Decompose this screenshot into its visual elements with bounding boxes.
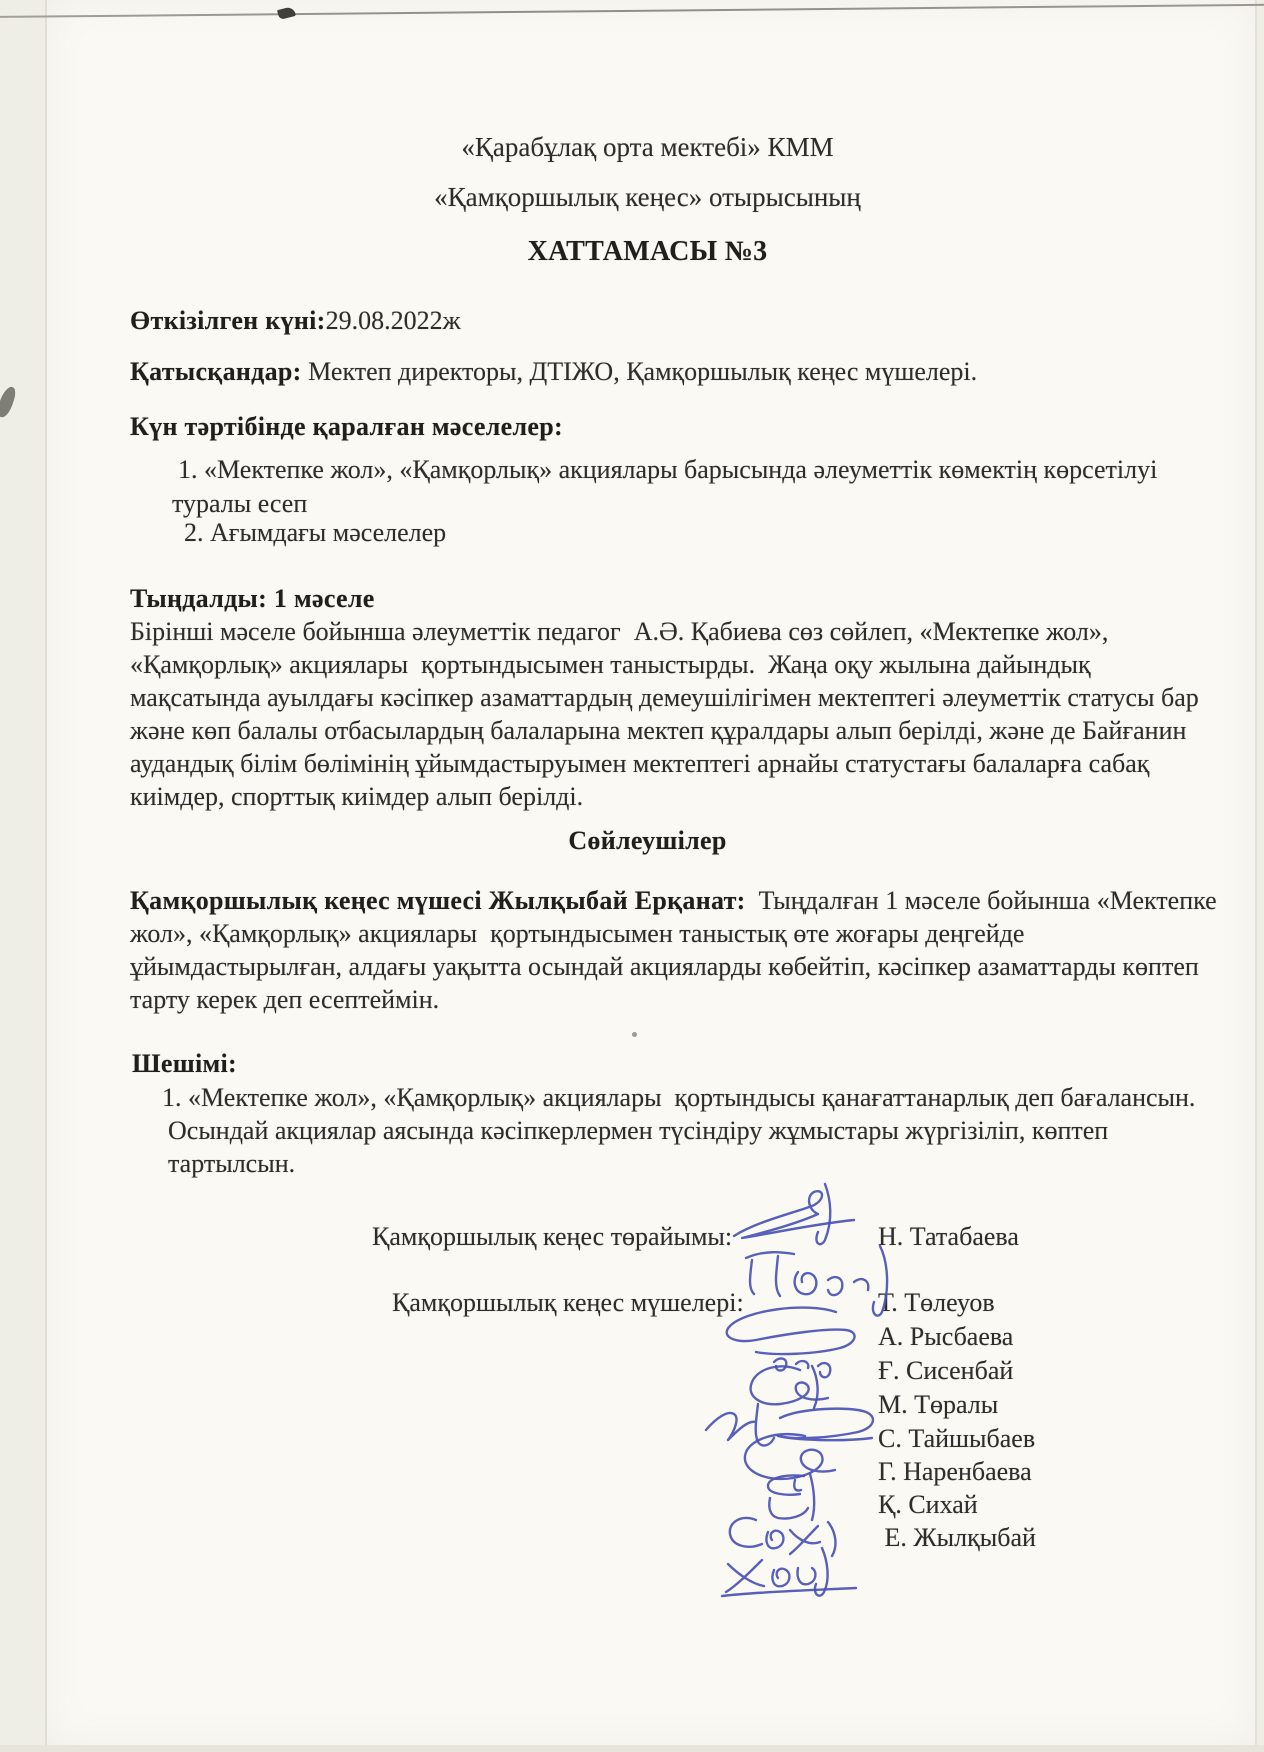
scan-bottom-edge [0,1745,1264,1752]
heard-line: және көп балалы отбасылардың балаларына мектеп құралдары алып берілді, және де Байғанин [130,716,1187,745]
agenda-item-1-line-1: 1. «Мектепке жол», «Қамқорлық» акциялары барысында әлеуметтік көмектің көрсетілуі [178,455,1158,484]
member-name: Қ. Сихай [878,1490,978,1519]
speaker-name-label: Қамқоршылық кеңес мүшесі Жылқыбай Ерқанат: [130,886,746,915]
agenda-heading: Күн тәртібінде қаралған мәселелер: [130,412,563,441]
decision-line: тартылсын. [168,1149,296,1178]
heard-line: аудандық білім бөлімінің ұйымдастыруымен мектептегі арнайы статустағы балаларға сабақ [130,749,1150,778]
scan-small-dot-artifact [632,1032,637,1037]
decision-heading: Шешімі: [132,1049,237,1078]
signature-member-zhylkybai [714,1540,864,1605]
scan-left-edge [45,0,47,1746]
org-title: «Қарабұлақ орта мектебі» КММ [461,132,834,162]
member-name: А. Рысбаева [878,1322,1014,1351]
member-name: Е. Жылқыбай [878,1523,1036,1552]
date-value: 29.08.2022ж [325,306,461,335]
heard-paragraph [130,615,1199,813]
speaker-line: жол», «Қамқорлық» акциялары қортындысымен таныстық өте жоғары деңгейде [130,919,1025,948]
participants-label: Қатысқандар: [130,357,302,386]
chairman-label: Қамқоршылық кеңес төрайымы: [372,1222,733,1251]
member-name: С. Тайшыбаев [878,1424,1036,1453]
agenda-item-2: 2. Ағымдағы мәселелер [184,518,447,547]
member-name: М. Төралы [878,1390,999,1419]
decision-line: Осындай акциялар аясында кәсіпкерлермен түсіндіру жұмыстары жүргізіліп, көптеп [168,1116,1109,1145]
members-label: Қамқоршылық кеңес мүшелері: [392,1288,744,1317]
heard-line: «Қамқорлық» акциялары қортындысымен таныстырды. Жаңа оқу жылына дайындық [130,650,1091,679]
scan-right-edge [1255,0,1257,1752]
agenda-item-1-line-2: туралы есеп [172,489,308,518]
date-label: Өткізілген күні: [130,306,326,335]
member-name: Ғ. Сисенбай [878,1356,1014,1385]
heard-line: Бірінші мәселе бойынша әлеуметтік педагог А.Ә. Қабиева сөз сөйлеп, «Мектепке жол», [130,617,1109,646]
protocol-title: ХАТТАМАСЫ №3 [527,236,768,267]
scan-left-ink-mark [0,385,18,419]
speaker-line [130,884,1217,917]
heard-line: мақсатында ауылдағы кәсіпкер азаматтардың демеушілігімен мектептегі әлеуметтік статусы бар [130,683,1199,712]
speaker-line: ұйымдастырылған, алдағы уақытта осындай акцияларды көбейтіп, кәсіпкер азаматтарды көптеп [130,952,1199,981]
chairman-name: Н. Татабаева [878,1222,1019,1251]
member-name: Т. Төлеуов [878,1288,995,1317]
speaker-line-rest: Тыңдалған 1 мәселе бойынша «Мектепке [745,886,1217,915]
member-name: Г. Наренбаева [878,1457,1032,1486]
meeting-title: «Қамқоршылық кеңес» отырысының [434,182,861,212]
participants-value: Мектеп директоры, ДТІЖО, Қамқоршылық кеңес мүшелері. [301,357,978,386]
speaker-paragraph [130,884,1217,1016]
heard-heading: Тыңдалды: 1 мәселе [130,584,375,613]
decision-line: 1. «Мектепке жол», «Қамқорлық» акциялары қортындысы қанағаттанарлық деп бағалансын. [162,1083,1196,1112]
date-line [130,304,461,337]
speakers-heading: Сөйлеушілер [568,826,727,855]
heard-line: киімдер, спорттық киімдер алып берілді. [130,782,584,811]
participants-line [130,355,977,388]
speaker-line: тарту керек деп есептеймін. [130,985,440,1014]
